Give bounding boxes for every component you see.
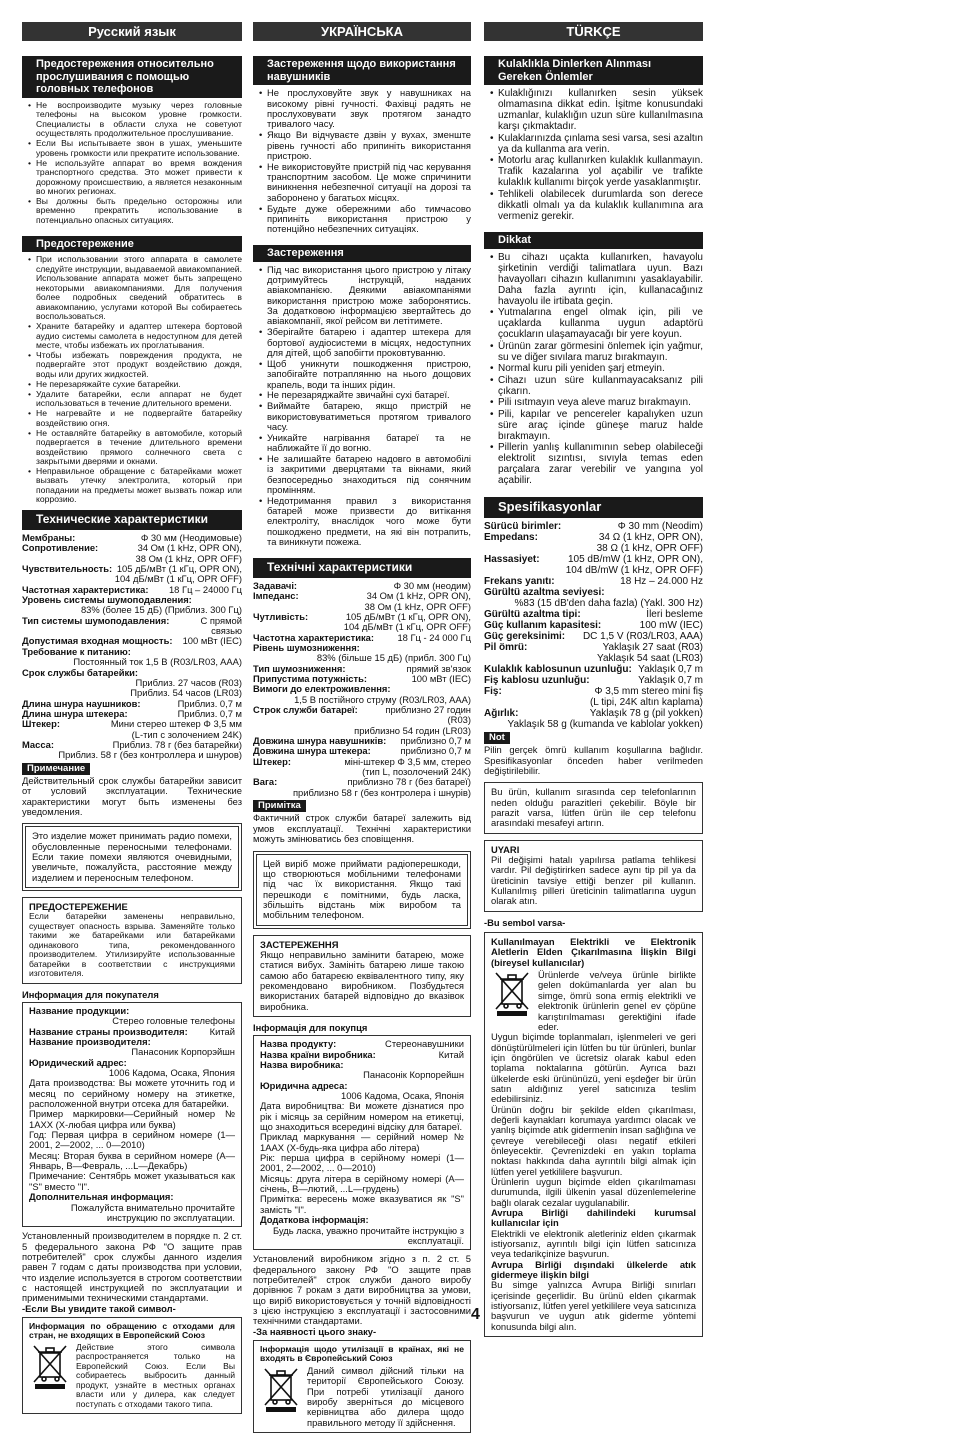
list-item: • Чтобы избежать повреждения продукта, не подвергайте этот продукт воздействию дождя, воды или других жидкостей. — [28, 351, 242, 379]
spec-row — [253, 705, 471, 726]
buyer-info-heading: Информация для покупателя — [22, 988, 159, 1000]
spec-value: приблизно 78 г (без батареї) — [347, 776, 471, 788]
spec-key: Ağırlık: — [484, 707, 519, 719]
list-item: • Не используйте аппарат во время вождения транспортного средства. Это может привести к дорожному происшествию, а является незаконным во многих регионах. — [28, 159, 242, 197]
bullet-list — [490, 88, 703, 222]
info-text: Примітка: вересень може вказуватися як "S" замість "I". — [260, 1193, 464, 1215]
weee-title: Інформація щодо утилізації в країнах, які не входять в Європейський Союз — [260, 1343, 464, 1364]
spec-row — [484, 521, 703, 532]
list-item: • Pillerin yanlış kullanımının sebep olabileceği elektrolit sızıntısı, sıvıyla temas eden parçalara zarar verebilir ve yangına yol açabilir. — [490, 442, 703, 486]
spec-row — [484, 686, 703, 697]
spec-value: 105 dB/mW (1 kHz, OPR ON), — [567, 553, 703, 565]
spec-value: приблизно 58 г (без контролера і шнурів) — [292, 786, 471, 798]
info-text: Год: Первая цифра в серийном номере (1—2001, 2—2002, ... 0—2010) — [29, 1129, 235, 1151]
list-item: • Tehlikeli olabilecek durumlarda son derece dikkatli olmalı ya da kulaklık kullanımına ara vermeniz gerekir. — [490, 189, 703, 222]
spec-value: Yaklaşık 58 g (kumanda ve kablolar yokken) — [507, 718, 703, 730]
note-label: Примечание — [22, 763, 90, 775]
weee-text: Ürünün doğru bir şekilde elden çıkarılması, değerli kaynakları korumaya yardımcı olacak ve yanlış biçimde atık gidermenin insan sağlığına ve çevreye verebileceği olası negatif etkileri önleyecektir. Çevrenizdeki en yakın toplama noktası hakkında daha ayrıntılı bilgi almak için lütfen yerel yetkililere başvurun. — [491, 1103, 696, 1177]
list-item: • Yutmalarına engel olmak için, pili ve uçaklarda kullanma uygun adaptörü çocukların ulaşamayacağı bir yere koyun. — [490, 307, 703, 340]
column-russian — [22, 22, 242, 1420]
list-item: • Motorlu araç kullanırken kulaklık kullanmayın. Trafik kazalarına yol açabilir ve trafikte kulaklık kullanımı birçok yerde yasaklanmıştır. — [490, 155, 703, 188]
spec-key: Тип системы шумоподавления: — [22, 614, 170, 626]
info-text: Примечание: Сентябрь может указываться как "S" вместо "I". — [29, 1170, 235, 1192]
lifetime-text: Установленный производителем в порядке п. 2 ст. 5 федерального закона РФ "О защите прав потребителей" срок службы данного изделия равен 7 годам с даты производства при условии, что изделие используется в строгом соответствии с настоящей инструкцией по эксплуатации и применимыми техническими стандартами. — [22, 1230, 242, 1304]
language-header: Русский язык — [22, 22, 242, 41]
spec-row — [484, 576, 703, 587]
spec-value: міні-штекер Φ 3,5 мм, стерео — [344, 755, 471, 767]
spec-key: Fiş: — [484, 685, 502, 697]
caution-box — [484, 840, 703, 912]
crossed-bin-icon — [29, 1343, 71, 1409]
weee-box — [484, 932, 703, 1337]
caution-text: Pil değişimi hatalı yapılırsa patlama tehlikesi vardır. Pil değiştirirken sadece aynı tip pil ya da üreticinin tavsiye ettiği benzer pil kullanın. Kullanılmış pilleri üreticinin talimatlarına uygun olarak atın. — [491, 854, 696, 907]
spec-key: Рівень шумозниження: — [253, 641, 360, 653]
list-item: • Не воспроизводите музыку через головные телефоны на высоком уровне громкости. Специалисты в области слуха не советуют осуществлять продолжительное прослушивание. — [28, 101, 242, 139]
caution-title: ЗАСТЕРЕЖЕННЯ — [260, 938, 339, 950]
spec-key: Длина шнура наушников: — [22, 697, 141, 709]
spec-value: 18 Hz – 24.000 Hz — [620, 575, 703, 587]
spec-key: Kulaklık kablosunun uzunluğu: — [484, 663, 632, 675]
lifetime-text: Установлений виробником згідно з п. 2 ст. 5 федерального закону РФ "О защите прав потребителей" строк служби даного виробу дорівнює 7 рокам з дати виробництва за умови, що виріб використовується у точній відповідності з цією інструкцією з експлуатації і застосовними технічними стандартами. — [253, 1253, 471, 1327]
bullet-list — [259, 88, 471, 234]
language-header: УКРАЇНСЬКА — [253, 22, 471, 41]
spec-key: Чутливість: — [253, 610, 309, 622]
list-item: • Pili ısıtmayın veya aleve maruz bırakmayın. — [490, 397, 703, 408]
note-text: Фактичний строк служби батареї залежить від умов експлуатації. Технічні характеристики можуть змінюватись без сповіщення. — [253, 812, 471, 845]
list-item: • Зберігайте батарею і адаптер штекера для бортової аудіосистеми в місцях, недоступних для дітей, щоб запобігти проковтуванню. — [259, 327, 471, 358]
weee-text: Действие этого символа распространяется только на Европейский Союз. Если Вы собираетесь выбросить данный продукт, узнайте в местных органах власти или у дилера, как следует поступать с отходами такого типа. — [76, 1341, 235, 1409]
caution-text: Если батарейки заменены неправильно, существует опасность взрыва. Заменяйте только такими же батарейками или батарейками одинакового типа, рекомендованного производителем. Утилизируйте использованные батарейки в соответствии с инструкциями изготовителя. — [29, 911, 235, 979]
spec-key: Вимоги до електроживлення: — [253, 683, 391, 695]
list-item: • Не оставляйте батарейку в автомобиле, который подвергается в течение длительного времени воздействию прямого солнечного света с закрытыми дверями и окнами. — [28, 429, 242, 467]
list-item: • Не нагревайте и не подвергайте батарейку воздействию огня. — [28, 409, 242, 428]
spec-key: Срок службы батарейки: — [22, 666, 139, 678]
info-text: Дата производства: Вы можете уточнить год и месяц по серийному номеру на этикетке, расположенной внутри отсека для батарейки. — [29, 1077, 235, 1110]
spec-value: 34 Ω (1 kHz, OPR ON), — [598, 531, 703, 543]
weee-box — [22, 1317, 242, 1414]
spec-value: 100 mW (IEC) — [639, 619, 703, 631]
spec-key: Название продукции: — [29, 1004, 130, 1016]
spec-value: (L-тип с золочением 24K) — [131, 728, 242, 740]
spec-value: Приблиз. 27 часов (R03) — [135, 676, 242, 688]
spec-value: прямий зв'язок — [406, 662, 471, 674]
spec-key: Gürültü azaltma seviyesi: — [484, 586, 605, 598]
weee-text: Даний символ дійсний тільки на території Європейського Союзу. При потребі утилізації даного виробу зверніться до місцевого керівництва або дилера щодо правильного методу її здійснення. — [307, 1364, 464, 1428]
spec-value: (L tipi, 24K altın kaplama) — [589, 696, 703, 708]
spec-value: 83% (более 15 дБ) (Приблиз. 300 Гц) — [80, 604, 242, 616]
caution-box — [253, 935, 471, 1017]
spec-row — [484, 708, 703, 719]
spec-key: Уровень системы шумоподавления: — [22, 594, 192, 606]
symbol-heading: -Bu sembol varsa- — [484, 916, 566, 928]
spec-value: 105 дБ/мВт (1 кГц, OPR ON), — [116, 563, 242, 575]
spec-value: Приблиз. 0,7 м — [177, 697, 242, 709]
spec-key: Назва виробника: — [260, 1059, 344, 1070]
list-item: • Не залишайте батарею надовго в автомобілі із закритими дверцятами та вікнами, який безпосередньо знаходиться під сонячним промінням. — [259, 454, 471, 495]
list-item: • Cihazı uzun süre kullanmayacaksanız pili çıkarın. — [490, 375, 703, 397]
spec-key: Hassasiyet: — [484, 553, 540, 565]
note-label: Not — [484, 732, 510, 744]
list-item: • Bu cihazı uçakta kullanırken, havayolu şirketinin verdiği talimatlara uyun. Bazı havayolları cihazın kullanımını yasaklayabilir. Daha fazla ayrıntı için, kullanacağınız havayolu ile irtibata geçin. — [490, 252, 703, 307]
spec-key: Імпеданс: — [253, 590, 299, 602]
spec-value: Yaklaşık 0,7 m — [638, 663, 703, 675]
spec-value: 38 Ω (1 kHz, OPR OFF) — [596, 542, 703, 554]
bullet-list — [259, 265, 471, 548]
list-item: • Ürünün zarar görmesini önlemek için yağmur, su ve diğer sıvılara maruz bırakmayın. — [490, 341, 703, 363]
spec-value: 34 Ом (1 kHz, OPR ON), — [366, 590, 471, 602]
list-item: • Kulaklığınızı kullanırken sesin yüksek olmamasına dikkat edin. İşitme konusundaki uzmanlar, kulaklığın uzun süre kullanılmasına karşı çıkmaktadır. — [490, 88, 703, 132]
weee-title: Информация по обращению с отходами для стран, не входящих в Европейский Союз — [29, 1320, 235, 1341]
spec-key: Юридический адрес: — [29, 1056, 127, 1068]
spec-value: 105 дБ/мВт (1 кГц, OPR ON), — [345, 610, 471, 622]
list-item: • Не перезаряжайте сухие батарейки. — [28, 380, 242, 389]
spec-key: Юридична адреса: — [260, 1079, 348, 1091]
spec-row — [484, 532, 703, 543]
spec-value: Yaklaşık 78 g (pil yokken) — [589, 707, 703, 719]
spec-key: Додаткова інформація: — [260, 1214, 369, 1226]
section-heading: Застереження щодо використання навушників — [253, 56, 471, 85]
spec-key: Назва країни виробника: — [260, 1048, 376, 1060]
crossed-bin-icon — [491, 970, 533, 1032]
spec-row — [484, 664, 703, 675]
spec-row — [484, 620, 703, 631]
spec-row — [484, 631, 703, 642]
buyer-info-box — [22, 1002, 242, 1227]
weee-text: Bu simge yalnızca Avrupa Birliği sınırları içerisinde geçerlidir. Bu ürünü elden çıkarmak istiyorsanız, lütfen yerel yetkililere veya satıcınıza başvurun ve uygun atık giderme yöntemi konusunda bilgi alın. — [491, 1279, 696, 1332]
section-heading: Spesifikasyonlar — [484, 497, 703, 518]
spec-key: Штекер: — [253, 755, 291, 767]
spec-key: Название страны производителя: — [29, 1025, 188, 1037]
buyer-info-box — [253, 1035, 471, 1250]
spec-row — [484, 675, 703, 686]
spec-value: 1006 Кадома, Осака, Японія — [340, 1090, 464, 1102]
list-item: • Pili, kapılar ve pencereler kapalıyken uzun süre araç içinde güneşe maruz halde bırakmayın. — [490, 409, 703, 442]
spec-key: Требование к питанию: — [22, 645, 131, 657]
spec-value: приблизно 54 годин (LR03) — [354, 724, 471, 736]
list-item: • Не використовуйте пристрій під час керування транспортним засобом. Це може спричинити виникнення небезпечної ситуації на дорозі та заборонено у багатьох місцях. — [259, 162, 471, 203]
spec-value: Φ 30 мм (неодим) — [393, 579, 471, 591]
spec-value: С прямой связью — [200, 614, 242, 637]
spec-key: Frekans yanıtı: — [484, 575, 555, 587]
spec-value: Φ 30 mm (Neodim) — [617, 520, 703, 532]
interference-notice: Bu ürün, kullanım sırasında cep telefonlarının neden olduğu parazitleri çekebilir. Böyle bir parazit varsa, lütfen ürün ile cep telefonu arasındaki mesafeyi artırın. — [484, 782, 703, 833]
spec-value: Будь ласка, уважно прочитайте інструкцію з експлуатації. — [272, 1224, 464, 1246]
column-turkish — [484, 22, 703, 1343]
spec-key: Масса: — [22, 738, 55, 750]
caution-text: Якщо неправильно замінити батарею, може статися вибух. Замініть батарею лише такою самою або батареєю еквівалентного типу, яку рекомендовано виробником. Позбудьтеся використаних батарей відповідно до вказівок виробника. — [260, 948, 464, 1012]
spec-value: %83 (15 dB'den daha fazla) (Yakl. 300 Hz) — [514, 597, 703, 609]
spec-value: приблизно 0,7 м — [400, 734, 471, 746]
spec-value: Пожалуйста внимательно прочитайте инструкцию по эксплуатации. — [70, 1201, 235, 1223]
spec-value: Yaklaşık 27 saat (R03) — [602, 641, 703, 653]
list-item: • Щоб уникнути пошкодження пристрою, запобігайте потраплянню на нього дощових крапель, води та інших рідин. — [259, 359, 471, 390]
section-heading: Предостережения относительно прослушивания с помощью головных телефонов — [22, 56, 242, 98]
spec-value: Постоянный ток 1,5 В (R03/LR03, AAA) — [73, 656, 242, 668]
spec-key: Строк служби батареї: — [253, 703, 358, 715]
spec-row — [484, 554, 703, 565]
spec-key: Частотна характеристика: — [253, 631, 375, 643]
spec-value: 104 дБ/мВт (1 кГц, OPR OFF) — [114, 573, 242, 585]
symbol-heading: -За наявності цього знаку- — [253, 1325, 377, 1337]
interference-notice: Это изделие может принимать радио помехи, обусловленные переносными телефонами. Если такие помехи являются очевидными, увеличьте, пожалуйста, расстояние между изделием и переносным телефоном. — [25, 826, 239, 888]
spec-value: 1,5 В постійного струму (R03/LR03, AAA) — [294, 693, 471, 705]
spec-key: Empedans: — [484, 531, 538, 543]
bullet-list — [28, 101, 242, 225]
spec-value: Китай — [438, 1048, 464, 1060]
bullet-list — [490, 252, 703, 487]
weee-text: Ürünlerin uygun biçimde elden çıkarılmaması durumunda, ilgili ülkenin yasal düzenlemelerine bağlı olarak cezalar uygulanabilir. — [491, 1176, 696, 1208]
list-item: • Если Вы испытываете звон в ушах, уменьшите уровень громкости или прекратите использование. — [28, 139, 242, 158]
spec-key: Güç gereksinimi: — [484, 630, 566, 642]
info-text: Пример маркировки—Серийный номер № 1АХХ (Х-любая цифра или буква) — [29, 1108, 235, 1130]
spec-value: 38 Ом (1 kHz, OPR OFF) — [135, 552, 242, 564]
list-item: • Удалите батарейки, если аппарат не будет использоваться в течение длительного времени. — [28, 390, 242, 409]
spec-value: 1006 Кадома, Осака, Япония — [108, 1067, 235, 1079]
list-item: • Храните батарейку и адаптер штекера бортовой аудио системы самолета в недоступном для детей месте, чтобы избежать их проглатывания. — [28, 322, 242, 350]
list-item: • Не перезаряджайте звичайні сухі батареї. — [259, 390, 471, 400]
caution-title: ПРЕДОСТЕРЕЖЕНИЕ — [29, 901, 128, 913]
list-item: • Kulaklarınızda çınlama sesi varsa, sesi azaltın ya da kullanma ara verin. — [490, 133, 703, 155]
spec-key: Sürücü birimler: — [484, 520, 562, 532]
crossed-bin-icon — [260, 1366, 302, 1428]
spec-key: Назва продукту: — [260, 1038, 337, 1050]
spec-value: Приблиз. 58 г (без контроллера и шнуров) — [58, 749, 242, 761]
info-text: Рік: перша цифра в серійному номері (1—2001, 2—2002, ... 0—2010) — [260, 1152, 464, 1174]
list-item: • Під час використання цього пристрою у літаку дотримуйтесь інструкцій, наданих авіакомпанією. Деякими авіакомпаніями використання пристрою може заборонятись. За додатковою інформацією звертайтесь до авіакомпанії, якої рейсом ви летітимете. — [259, 265, 471, 327]
list-item: • Недотримання правил з використання батарей може призвести до витікання електроліту, внаслідок чого може бути пошкоджено предмети, на які він потрапить, та виникнути пожежа. — [259, 496, 471, 548]
caution-box — [22, 897, 242, 984]
spec-key: Güç kullanım kapasitesi: — [484, 619, 602, 631]
spec-value: Приблиз. 78 г (без батарейки) — [112, 738, 242, 750]
spec-row — [484, 642, 703, 653]
section-heading: Технические характеристики — [22, 510, 242, 530]
weee-title: Kullanılmayan Elektrikli ve Elektronik Aletlerin Elden Çıkarılmasına İlişkin Bilgi (bireysel kullanıcılar) — [491, 936, 696, 968]
weee-text: Uygun biçimde toplanmaları, işlenmeleri ve geri dönüştürülmeleri için lütfen bu tür ürünleri, bunlar için öngörülen ve ücretsiz olarak kabul eden toplama noktalarına götürün. Ayrıca bazı ülkelerde eski ürününüzü, yeni eşdeğer bir ürün satın aldığınız yerel satıcınıza teslim edebilirsiniz. — [491, 1031, 696, 1105]
list-item: • Normal kuru pili yeniden şarj etmeyin. — [490, 363, 703, 374]
weee-box — [253, 1340, 471, 1433]
note-text: Pilin gerçek ömrü kullanım koşullarına bağlıdır. Spesifikasyonlar önceden haber verilmeden değiştirilebilir. — [484, 744, 703, 776]
spec-key: Название производителя: — [29, 1036, 151, 1048]
spec-value: приблизно 0,7 м — [400, 745, 471, 757]
spec-key: Pil ömrü: — [484, 641, 528, 653]
interference-notice: Цей виріб може приймати радіоперешкоди, що створюються мобільними телефонами під час їх використання. Якщо такі перешкоди є помітними, будь ласка, збільшіть відстань між виробом та мобільним телефоном. — [256, 854, 468, 926]
spec-value: 104 дБ/мВт (1 кГц, OPR OFF) — [343, 621, 471, 633]
spec-value: 100 мВт (IEC) — [411, 672, 471, 684]
list-item: • Виймайте батарею, якщо пристрій не використовуватиметься протягом тривалого часу. — [259, 401, 471, 432]
spec-value: Стереонавушники — [385, 1038, 464, 1050]
spec-row — [484, 609, 703, 620]
spec-value: İleri besleme — [646, 608, 703, 620]
spec-value: 18 Гц - 24 000 Гц — [397, 631, 471, 643]
spec-row — [22, 616, 242, 637]
spec-value: 38 Ом (1 kHz, OPR OFF) — [364, 600, 471, 612]
caution-title: UYARI — [491, 843, 520, 855]
spec-key: Сопротивление: — [22, 542, 99, 554]
list-item: • Вы должны быть предельно осторожны или временно прекратить использование в потенциально опасных ситуациях. — [28, 197, 242, 225]
section-heading: Технічні характеристики — [253, 558, 471, 578]
spec-value: 100 мВт (IEC) — [182, 635, 242, 647]
spec-value: Китай — [209, 1025, 235, 1037]
spec-value: Yaklaşık 0,7 m — [638, 674, 703, 686]
note-label: Примітка — [253, 800, 306, 812]
list-item: • Будьте дуже обережними або тимчасово припиніть використання пристрою у потенційно небезпечних ситуаціях. — [259, 204, 471, 235]
spec-value: приблизно 27 годин (R03) — [385, 703, 471, 726]
weee-subheading: Avrupa Birliği dahilindeki kurumsal kullanıcılar için — [491, 1207, 696, 1229]
list-item: • Уникайте нагрівання батареї та не наближайте її до вогню. — [259, 433, 471, 454]
buyer-info-heading: Інформація для покупця — [253, 1021, 368, 1033]
spec-key: Мембраны: — [22, 532, 76, 544]
spec-key: Довжина шнура навушників: — [253, 734, 387, 746]
spec-key: Частотная характеристика: — [22, 583, 149, 595]
list-item: • Не прослуховуйте звук у навушниках на високому рівні гучності. Фахівці радять не прослуховувати звук протягом занадто тривалого часу. — [259, 88, 471, 129]
spec-key: Дополнительная информация: — [29, 1191, 174, 1203]
spec-row — [22, 719, 242, 729]
spec-value: Панасонік Корпорейшн — [363, 1069, 464, 1081]
list-item: • Неправильное обращение с батарейками может вызвать утечку электролита, который при попадании на предметы может вызвать пожар или коррозию. — [28, 467, 242, 505]
note-text: Действительный срок службы батарейки зависит от условий эксплуатации. Технические характеристики могут быть изменены без уведомления. — [22, 775, 242, 818]
spec-value: 34 Ом (1 kHz, OPR ON), — [137, 542, 242, 554]
spec-row — [253, 591, 471, 601]
spec-key: Вага: — [253, 776, 278, 788]
spec-value: Панасоник Корпорэйшн — [131, 1046, 235, 1058]
weee-text: Elektrikli ve elektronik aletleriniz elden çıkarmak istiyorsanız, ayrıntılı bilgi için lütfen satıcınıza veya tedarikçinize başvurun. — [491, 1227, 696, 1260]
language-header: TÜRKÇE — [484, 22, 703, 41]
section-heading: Kulaklıkla Dinlerken Alınması Gereken Önlemler — [484, 56, 703, 85]
spec-key: Чувствительность: — [22, 563, 113, 575]
spec-value: Φ 30 мм (Неодимовые) — [140, 532, 242, 544]
info-text: Месяц: Вторая буква в серийном номере (А—Январь, В—Февраль, ...L—Декабрь) — [29, 1149, 235, 1172]
spec-value: 18 Гц – 24000 Гц — [168, 583, 242, 595]
spec-key: Штекер: — [22, 718, 60, 730]
spec-table — [484, 521, 703, 730]
info-text: Місяць: друга літера в серійному номері (А—січень, В—лютий, ...L—грудень) — [260, 1172, 464, 1195]
weee-subheading: Avrupa Birliği dışındaki ülkelerde atık gidermeye ilişkin bilgi — [491, 1258, 696, 1281]
info-text: Дата виробництва: Ви можете дізнатися про рік і місяць за серійним номером на етикетці, що знаходиться всередині відсіку для батареї. — [260, 1100, 464, 1133]
list-item: • Якщо Ви відчуваєте дзвін у вухах, зменште рівень гучності або припиніть використання пристрою. — [259, 130, 471, 161]
page-number: 4 — [471, 1306, 480, 1323]
spec-value: (тип L, позолочений 24K) — [362, 766, 471, 777]
section-heading: Dikkat — [484, 232, 703, 249]
spec-value: Φ 3,5 mm stereo mini fiş — [594, 685, 703, 697]
section-heading: Предостережение — [22, 236, 242, 253]
spec-value: Приблиз. 0,7 м — [177, 707, 242, 719]
weee-text: Ürünlerde ve/veya ürünle birlikte gelen dokümanlarda yer alan bu simge, ömrü sona ermiş elektrikli ve elektronik ürünlerin genel ev çöpüne karıştırılmaması gerektiğini ifade eder. — [538, 969, 696, 1032]
spec-key: Довжина шнура штекера: — [253, 745, 371, 757]
spec-key: Допустимая входная мощность: — [22, 635, 173, 647]
spec-value: Мини стерео штекер Φ 3,5 мм — [110, 718, 242, 730]
spec-value: DC 1,5 V (R03/LR03, AAA) — [582, 630, 703, 642]
spec-key: Припустима потужність: — [253, 672, 367, 684]
spec-value: 83% (більше 15 дБ) (прибл. 300 Гц) — [316, 652, 471, 664]
spec-key: Длина шнура штекера: — [22, 707, 128, 719]
spec-table — [253, 581, 471, 798]
column-ukrainian — [253, 22, 471, 1439]
spec-key: Gürültü azaltma tipi: — [484, 608, 581, 620]
spec-key: Fiş kablosu uzunluğu: — [484, 674, 590, 686]
bullet-list — [28, 255, 242, 504]
symbol-heading: -Если Вы увидите такой символ- — [22, 1302, 176, 1314]
spec-table — [22, 533, 242, 761]
spec-value: Yaklaşık 54 saat (LR03) — [597, 652, 703, 664]
spec-key: Задавачі: — [253, 579, 298, 591]
spec-value: Приблиз. 54 часов (LR03) — [130, 687, 242, 699]
spec-key: Тип шумозниження: — [253, 662, 346, 674]
section-heading: Застереження — [253, 245, 471, 262]
spec-value: Стерео головные телефоны — [112, 1015, 235, 1027]
list-item: • При использовании этого аппарата в самолете следуйте инструкции, выдаваемой авиакомпанией. Использование аппарата может быть запрещено некоторыми авиакомпаниями. Для получения более подробных сведений обратитесь в авиакомпанию, услугами которой Вы собираетесь воспользоваться. — [28, 255, 242, 321]
info-text: Приклад маркування — серійний номер № 1ААХ (Х-будь-яка цифра або літера) — [260, 1131, 464, 1153]
spec-value: 104 dB/mW (1 kHz, OPR OFF) — [565, 564, 703, 576]
